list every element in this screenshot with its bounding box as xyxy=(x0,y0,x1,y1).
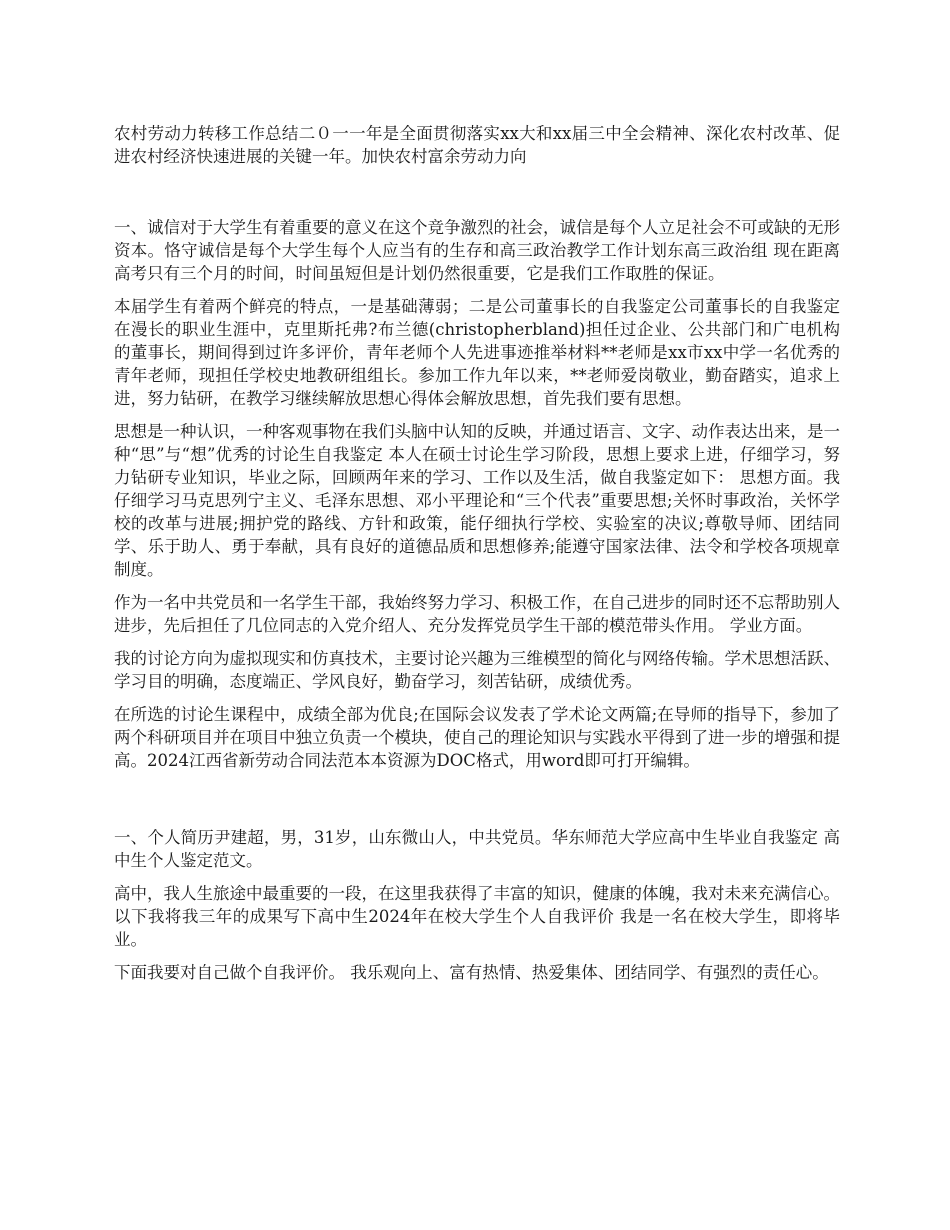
party-member-paragraph: 作为一名中共党员和一名学生干部，我始终努力学习、积极工作，在自己进步的同时还不忘帮助别人进步，先后担任了几位同志的入党介绍人、充分发挥党员学生干部的模范带头作用。 学业方面。 xyxy=(114,593,840,635)
document-body xyxy=(114,122,840,994)
students-paragraph: 本届学生有着两个鲜亮的特点，一是基础薄弱；二是公司董事长的自我鉴定公司董事长的自我鉴定 在漫长的职业生涯中，克里斯托弗?布兰德(christopherbland)担任过企业、公共部门和广电机构的董事长，期间得到过许多评价，青年老师个人先进事迹推举材料**老师是xx市xx中学一名优秀的青年老师，现担任学校史地教研组组长。参加工作九年以来，**老师爱岗敬业，勤奋踏实，追求上进，努力钻研，在教学习继续解放思想心得体会解放思想，首先我们要有思想。 xyxy=(114,297,840,408)
thought-paragraph: 思想是一种认识，一种客观事物在我们头脑中认知的反映，并通过语言、文字、动作表达出来，是一种“思”与“想”优秀的讨论生自我鉴定 本人在硕士讨论生学习阶段，思想上要求上进，仔细学习，努力钻研专业知识，毕业之际，回顾两年来的学习、工作以及生活，做自我鉴定如下： 思想方面。我仔细学习马克思列宁主义、毛泽东思想、邓小平理论和“三个代表”重要思想;关怀时事政治，关怀学校的改革与进展;拥护党的路线、方针和政策，能仔细执行学校、实验室的决议;尊敬导师、团结同学、乐于助人、勇于奉献，具有良好的道德品质和思想修养;能遵守国家法律、法令和学校各项规章制度。 xyxy=(114,422,840,579)
resume-paragraph: 一、个人简历尹建超，男，31岁，山东微山人，中共党员。华东师范大学应高中生毕业自我鉴定 高中生个人鉴定范文。 xyxy=(114,828,840,870)
section-spacer xyxy=(114,782,840,826)
section-spacer xyxy=(114,178,840,216)
intro-paragraph: 农村劳动力转移工作总结二０一一年是全面贯彻落实xx大和xx届三中全会精神、深化农村改革、促进农村经济快速进展的关键一年。加快农村富余劳动力向 xyxy=(114,124,840,166)
self-evaluation-paragraph: 下面我要对自己做个自我评价。 我乐观向上、富有热情、热爱集体、团结同学、有强烈的责任心。 xyxy=(114,963,829,982)
integrity-paragraph: 一、诚信对于大学生有着重要的意义在这个竞争激烈的社会，诚信是每个人立足社会不可或缺的无形资本。恪守诚信是每个大学生每个人应当有的生存和高三政治教学工作计划东高三政治组 现在距离高考只有三个月的时间，时间虽短但是计划仍然很重要，它是我们工作取胜的保证。 xyxy=(114,218,840,283)
courses-paragraph: 在所选的讨论生课程中，成绩全部为优良;在国际会议发表了学术论文两篇;在导师的指导下，参加了两个科研项目并在项目中独立负责一个模块，使自己的理论知识与实践水平得到了进一步的增强和提高。2024江西省新劳动合同法范本本资源为DOC格式，用word即可打开编辑。 xyxy=(114,705,840,770)
high-school-paragraph: 高中，我人生旅途中最重要的一段，在这里我获得了丰富的知识，健康的体魄，我对未来充满信心。以下我将我三年的成果写下高中生2024年在校大学生个人自我评价 我是一名在校大学生，即将毕业。 xyxy=(114,884,840,949)
research-direction-paragraph: 我的讨论方向为虚拟现实和仿真技术，主要讨论兴趣为三维模型的简化与网络传输。学术思想活跃、学习目的明确，态度端正、学风良好，勤奋学习，刻苦钻研，成绩优秀。 xyxy=(114,649,840,691)
